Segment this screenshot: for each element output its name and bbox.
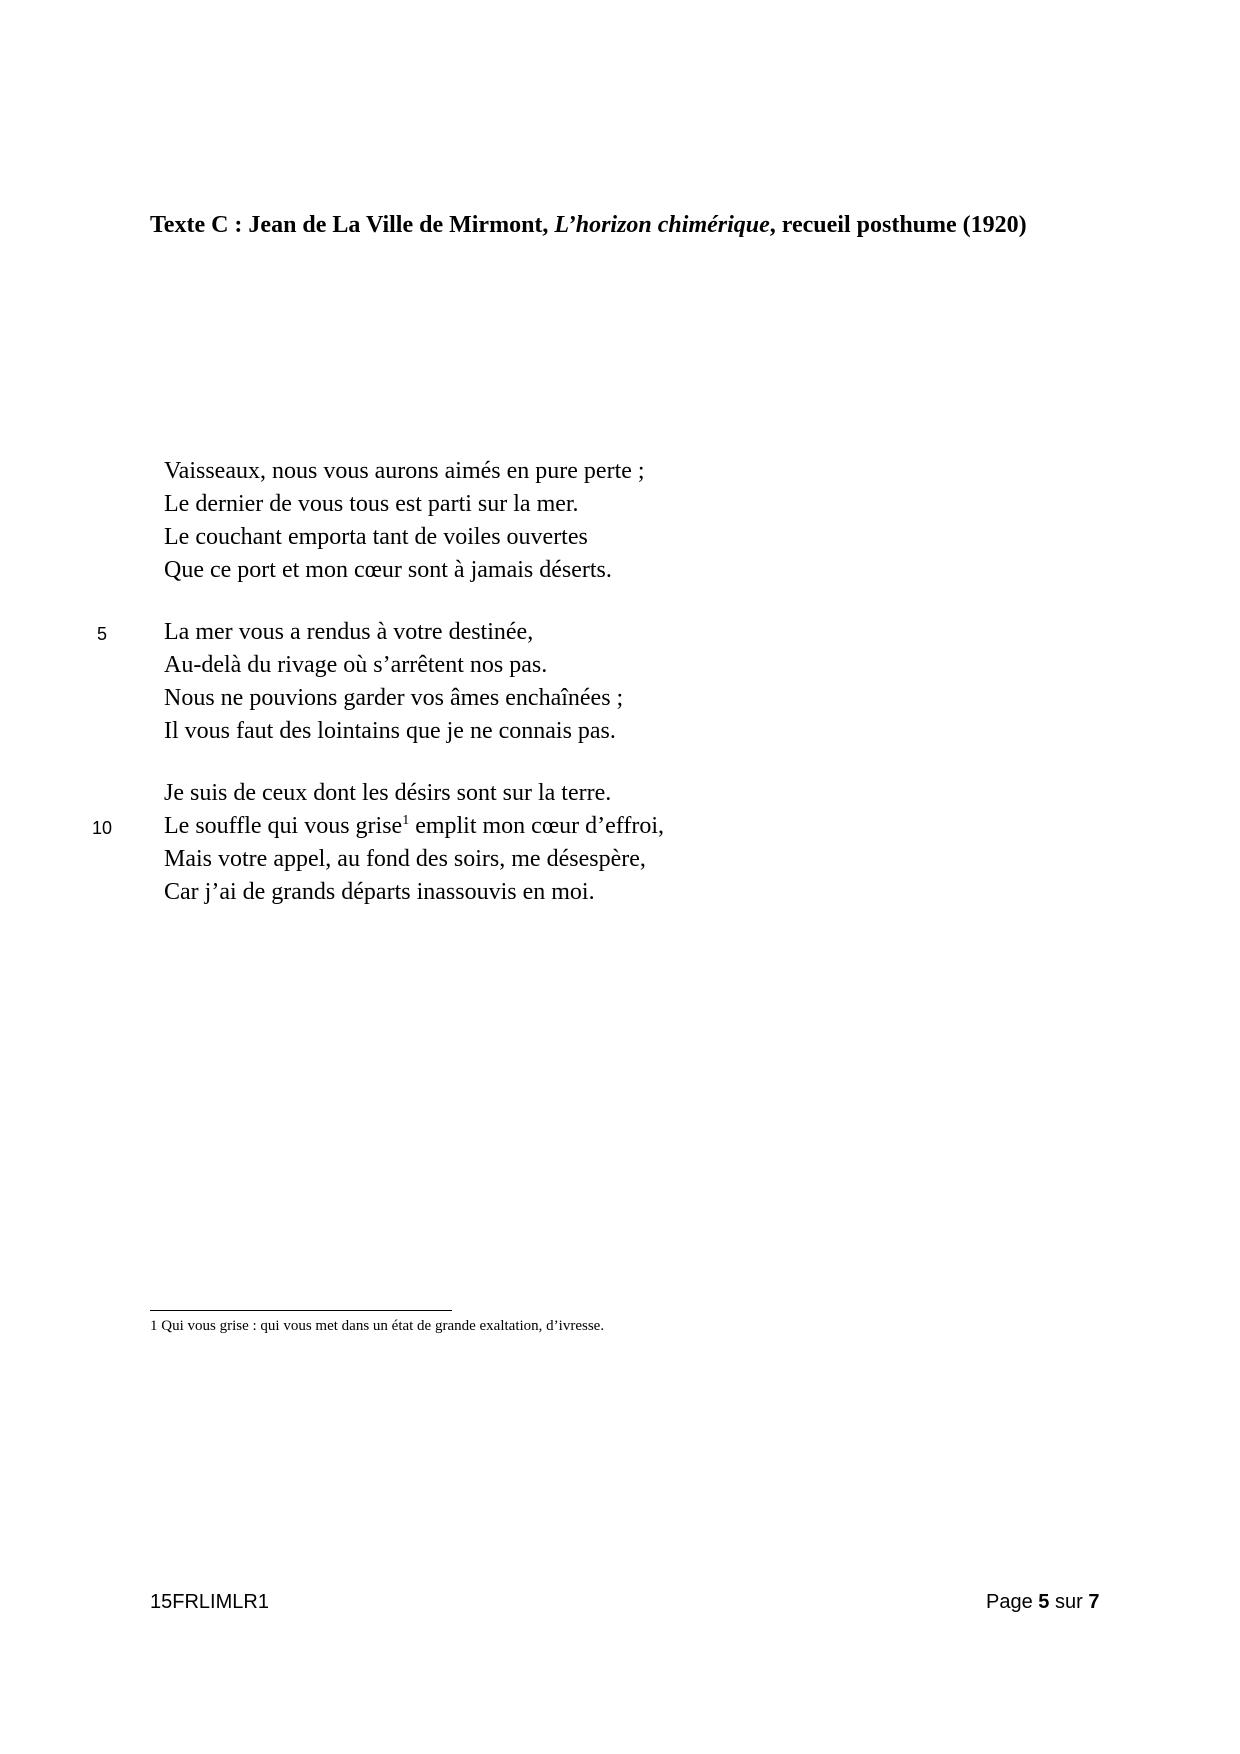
verse-line [0, 810, 1240, 843]
verse-line [0, 715, 1240, 748]
verse-text: Le dernier de vous tous est parti sur la mer. [164, 491, 579, 517]
line-number: 5 [96, 624, 107, 644]
verse-text: Au-delà du rivage où s’arrêtent nos pas. [164, 652, 548, 678]
total-pages-number: 7 [1088, 1591, 1100, 1613]
footnote-reference: 1 [402, 813, 410, 828]
verse-line [0, 876, 1240, 909]
verse-line [0, 682, 1240, 715]
verse-text: Le couchant emporta tant de voiles ouvertes [164, 524, 588, 550]
poem [0, 455, 1240, 938]
verse-line [0, 777, 1240, 810]
document-code: 15FRLIMLR1 [150, 1591, 269, 1613]
verse-line [0, 521, 1240, 554]
verse-text: Que ce port et mon cœur sont à jamais déserts. [164, 557, 612, 583]
verse-text: Nous ne pouvions garder vos âmes enchaînées ; [164, 685, 624, 711]
verse-line [0, 455, 1240, 488]
stanza-3 [0, 777, 1240, 909]
title-prefix: Texte C : Jean de La Ville de Mirmont, [150, 212, 555, 238]
verse-line [0, 649, 1240, 682]
page-of-label: sur [1054, 1591, 1083, 1613]
current-page-number: 5 [1038, 1591, 1050, 1613]
line-number: 10 [91, 818, 113, 838]
verse-text: Mais votre appel, au fond des soirs, me désespère, [164, 846, 646, 872]
verse-line [0, 488, 1240, 521]
page-indicator [986, 1590, 1099, 1614]
page-label: Page [986, 1591, 1033, 1613]
title-suffix: , recueil posthume (1920) [769, 212, 1027, 238]
stanza-1 [0, 455, 1240, 587]
verse-text [164, 810, 664, 843]
title-work: L’horizon chimérique [554, 212, 770, 238]
footnote: 1 Qui vous grise : qui vous met dans un état de grande exaltation, d’ivresse. [150, 1318, 605, 1334]
footnote-separator [150, 1310, 452, 1311]
verse-line [0, 843, 1240, 876]
stanza-2 [0, 616, 1240, 748]
verse-text: Il vous faut des lointains que je ne connais pas. [164, 718, 616, 744]
verse-line [0, 554, 1240, 587]
verse-text: Car j’ai de grands départs inassouvis en moi. [164, 879, 595, 905]
page-title [150, 210, 1130, 240]
verse-text: Je suis de ceux dont les désirs sont sur la terre. [164, 780, 612, 806]
verse-text: La mer vous a rendus à votre destinée, [164, 619, 534, 645]
verse-text: Vaisseaux, nous vous aurons aimés en pure perte ; [164, 458, 645, 484]
verse-line [0, 616, 1240, 649]
verse-text-before-note: Le souffle qui vous grise [164, 813, 403, 839]
verse-text-after-note: emplit mon cœur d’effroi, [409, 813, 665, 839]
